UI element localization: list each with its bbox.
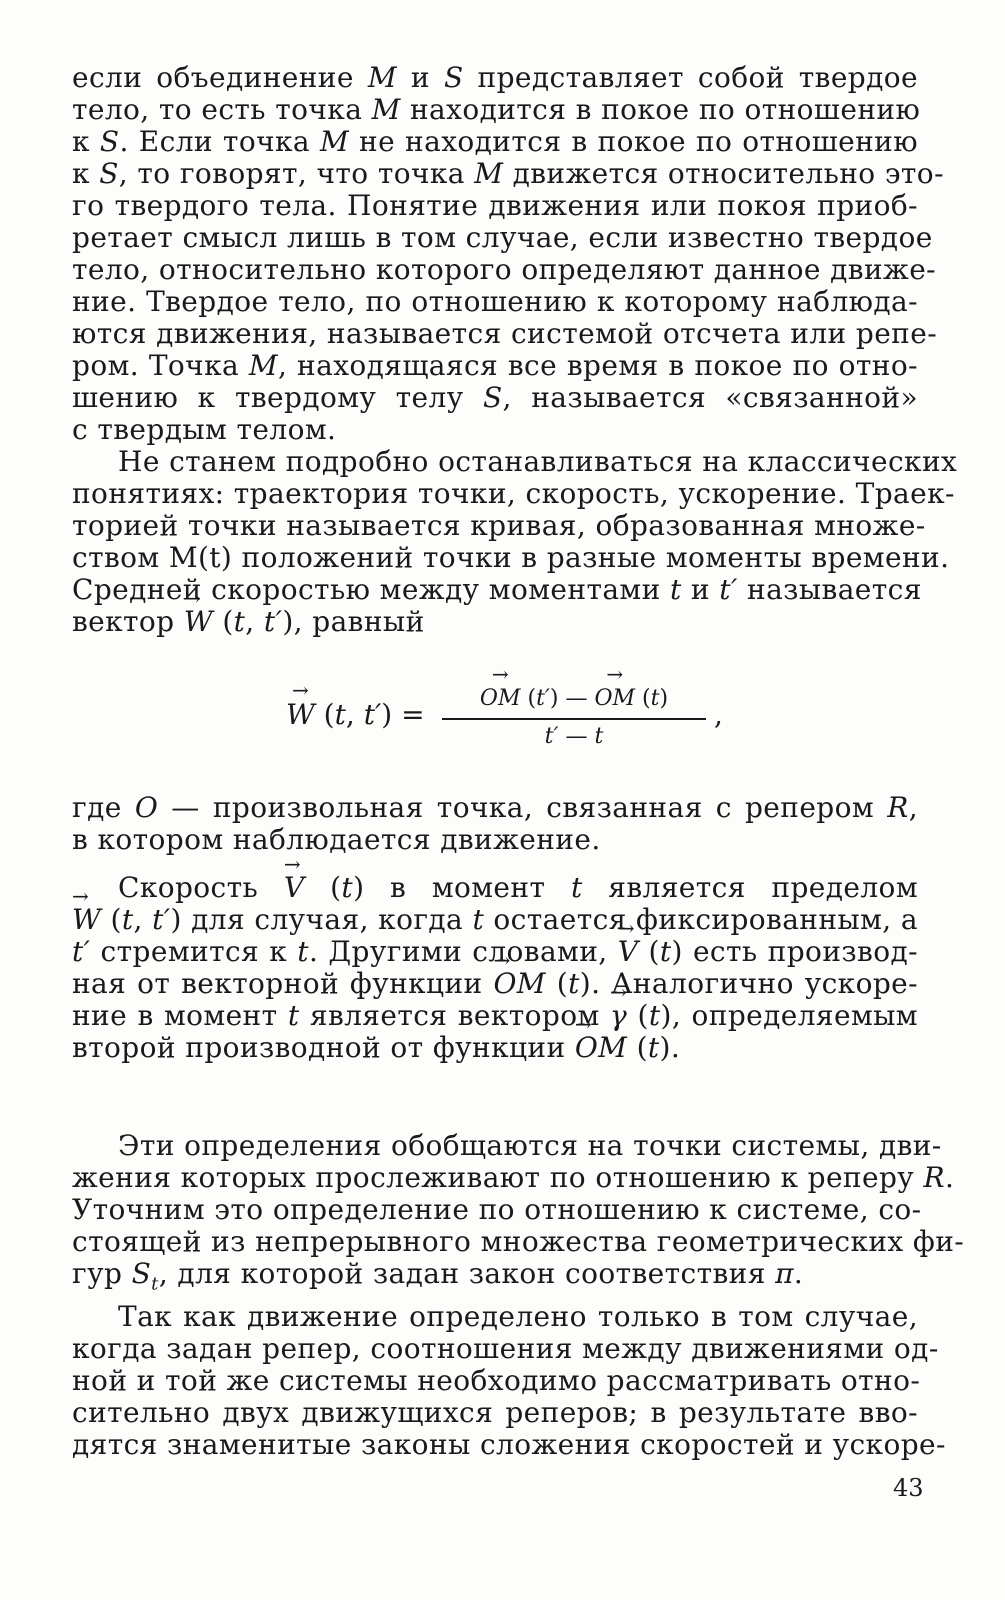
text-line: го твердого тела. Понятие движения или покоя приоб- [72,189,918,222]
formula-denominator: t′ — t [544,724,604,749]
text-line: где O — произвольная точка, связанная с репером R, [72,791,918,824]
text-line: ная от векторной функции → OM (t). Аналогично ускоре- [72,968,918,1000]
body-text-3 [72,872,918,1064]
text-line: гур $S_t$, для которой задан закон соответствия π. [72,1257,804,1295]
text-line: ние. Твердое тело, по отношению к которому наблюда- [72,285,918,318]
page-number: 43 [893,1474,924,1502]
text-line: с твердым телом. [72,413,337,446]
text-line: второй производной от функции → OM (t). [72,1032,918,1064]
text-line: ной и той же системы необходимо рассматривать отно- [72,1363,921,1397]
text-line: Скорость → V (t) в момент t является пределом [72,872,918,904]
formula-lhs: → W (t, t′) = [286,698,425,731]
paragraph-6 [72,1299,946,1461]
text-line: ретает смысл лишь в том случае, если известно твердое [72,221,933,254]
text-line: к S. Если точка M не находится в покое по отношению [72,125,919,158]
text-line: t′ стремится к t. Другими словами, → V (t) есть производ- [72,936,918,968]
text-line: если объединение M и S представляет собой твердое [72,61,918,94]
text-line: шению к твердому телу S, называется «связанной» [72,381,918,414]
text-line: в котором наблюдается движение. [72,823,601,856]
formula-numerator: → OM (t′) — → OM (t) [442,676,706,716]
text-line: торией точки называется кривая, образованная множе- [72,509,926,542]
fraction-bar [442,718,706,720]
text-line: ром. Точка M, находящаяся все время в покое по отно- [72,349,918,382]
text-line: Уточним это определение по отношению к системе, со- [72,1193,922,1226]
paragraph-1 [72,61,944,446]
text-line: когда задан репер, соотношения между движениями од- [72,1331,939,1365]
text-line: Так как движение определено только в том случае, [118,1299,918,1333]
text-line: сительно двух движущихся реперов; в результате вво- [72,1395,918,1429]
body-text-4 [72,1129,965,1461]
text-line: ние в момент t является вектором → γ (t), определяемым [72,1000,918,1032]
text-line: дятся знаменитые законы сложения скоростей и ускоре- [72,1427,946,1461]
text-line: жения которых прослеживают по отношению к реперу R. [72,1161,955,1194]
paragraph-3 [72,792,918,856]
paragraph-2 [72,445,958,638]
formula-fraction [442,676,706,752]
text-line: тело, относительно которого определяют данное движе- [72,253,937,286]
text-line: тело, то есть точка M находится в покое по отношению [72,93,921,126]
body-text-2 [72,792,918,856]
text-line: Эти определения обобщаются на точки системы, дви- [118,1129,942,1162]
paragraph-5 [72,1129,965,1301]
velocity-formula [286,676,736,766]
text-line: Средней скоростью между моментами t и t′ называется [72,573,922,606]
body-text [72,61,958,638]
text-line: ются движения, называется системой отсчета или репе- [72,317,938,350]
text-line: понятиях: траектория точки, скорость, ускорение. Траек- [72,477,955,510]
text-line: → W (t, t′) для случая, когда t остается фиксированным, а [72,904,918,936]
text-line: ством M(t) положений точки в разные моменты времени. [72,541,950,574]
text-line: Не станем подробно останавливаться на классических [118,445,958,478]
text-line: к S, то говорят, что точка M движется относительно это- [72,157,944,190]
text-line: вектор → W (t, t′), равный [72,606,918,638]
paragraph-4 [72,872,918,1064]
formula-comma: , [714,698,723,731]
text-line: стоящей из непрерывного множества геометрических фи- [72,1225,965,1258]
